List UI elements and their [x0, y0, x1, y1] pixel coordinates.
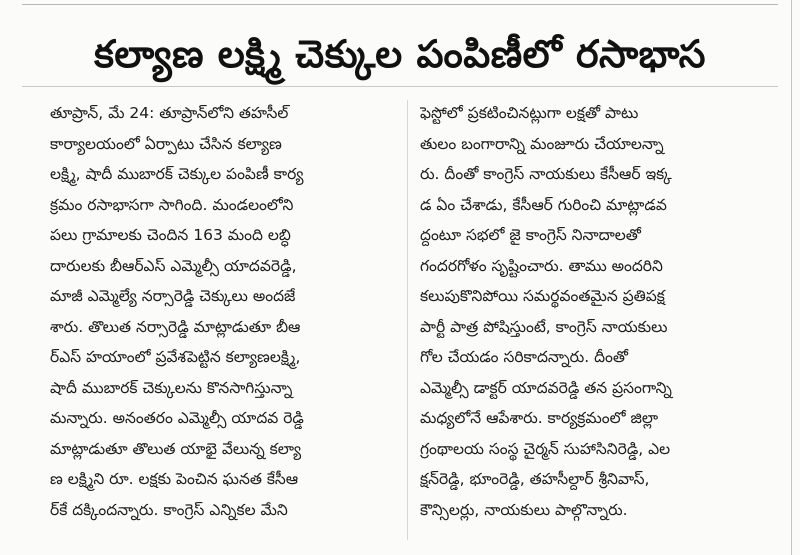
text-line: పలు గ్రామాలకు చెందిన 163 మంది లబ్ధి	[50, 226, 291, 244]
text-line: షాదీ ముబారక్ చెక్కులను కొనసాగిస్తున్నా	[50, 378, 293, 397]
text-line: గోల చేయడం సరికాదన్నారు. దీంతో	[420, 348, 629, 366]
text-line: మన్నారు. అనంతరం ఎమ్మెల్సీ యాదవ రెడ్డి	[50, 409, 304, 427]
text-line: కౌన్సిలర్లు, నాయకులు పాల్గొన్నారు.	[420, 500, 628, 519]
text-line: మధ్యలోనే ఆపేశారు. కార్యక్రమంలో జిల్లా	[420, 409, 659, 427]
text-line: పార్టీ పాత్ర పోషిస్తుంటే, కాంగ్రెస్ నాయకులు	[420, 317, 668, 336]
headline-rule	[22, 86, 778, 87]
text-line: ఎమ్మెల్సీ డాక్టర్ యాదవరెడ్డి తన ప్రసంగాన్ని	[420, 378, 672, 397]
text-line: ద్దంటూ సభలో జై కాంగ్రెస్ నినాదాలతో	[420, 226, 641, 244]
frame-edge	[791, 0, 792, 555]
text-line: గందరగోళం సృష్టించారు. తాము అందరిని	[420, 256, 663, 275]
text-line: శారు. తొలుత నర్సారెడ్డి మాట్లాడుతూ బీఆ	[50, 317, 301, 336]
column-divider	[407, 100, 408, 540]
text-line: ర్ఎస్ హయాంలో ప్రవేశపెట్టిన కల్యాణలక్ష్మి,	[50, 348, 301, 366]
text-line: క్షన్‌రెడ్డి, భూంరెడ్డి, తహసీల్దార్ శ్రీనివాస్,	[420, 470, 650, 488]
text-line: ర్‌కే దక్కిందన్నారు. కాంగ్రెస్ ఎన్నికల మేని	[50, 500, 288, 519]
text-line: తూప్రాన్, మే 24: తూప్రాన్‌లోని తహసీల్	[50, 104, 289, 122]
top-rule	[22, 4, 778, 5]
text-line: లక్ష్మి, షాదీ ముబారక్ చెక్కుల పంపిణీ కార్య	[50, 165, 304, 183]
text-line: కార్యాలయంలో ఏర్పాటు చేసిన కల్యాణ	[50, 134, 282, 153]
text-line: ఫెస్టోలో ప్రకటించినట్లుగా లక్షతో పాటు	[420, 104, 639, 122]
text-line: కలుపుకొనిపోయి సమర్థవంతమైన ప్రతిపక్ష	[420, 287, 665, 305]
text-line: రు. దీంతో కాంగ్రెస్ నాయకులు కేసీఆర్ ఇక్క	[420, 165, 672, 183]
text-line: డ ఏం చేశాడు, కేసీఆర్ గురించి మాట్లాడవ	[420, 195, 667, 214]
left-column	[50, 98, 395, 525]
text-line: తులం బంగారాన్ని మంజూరు చేయాలన్నా	[420, 134, 664, 153]
text-line: మాట్లాడుతూ తొలుత యాభై వేలున్న కల్యా	[50, 439, 302, 458]
text-line: క్రమం రసాభాసగా సాగింది. మండలంలోని	[50, 195, 294, 214]
text-line: గ్రంథాలయ సంస్థ చైర్మన్ సుహాసినిరెడ్డి, ఎల	[420, 439, 671, 458]
text-line: ణ లక్ష్మిని రూ. లక్షకు పెంచిన ఘనత కేసీఆ	[50, 470, 299, 488]
text-line: దారులకు బీఆర్ఎస్ ఎమ్మెల్సీ యాదవరెడ్డి,	[50, 256, 297, 275]
headline: కల్యాణ లక్ష్మి చెక్కుల పంపిణీలో రసాభాస	[94, 32, 706, 76]
text-line: మాజీ ఎమ్మెల్యే నర్సారెడ్డి చెక్కులు అందజే	[50, 287, 296, 305]
right-column	[420, 98, 765, 525]
